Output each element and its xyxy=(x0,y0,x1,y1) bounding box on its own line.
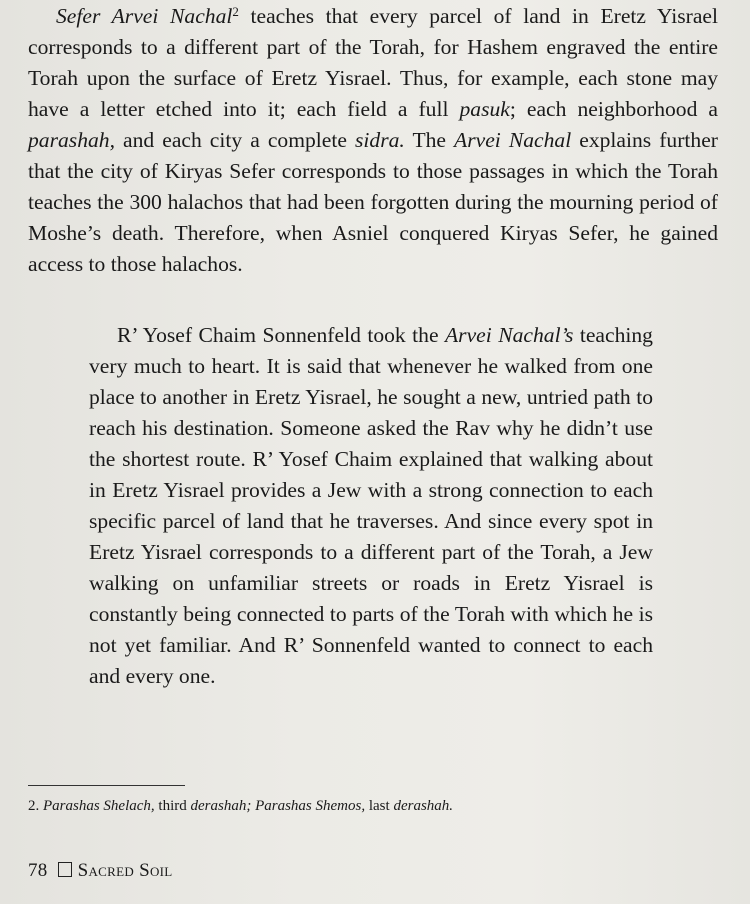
paragraph-sonnenfeld: R’ Yosef Chaim Sonnenfeld took the Arvei Nachal’s teaching very much to heart. It is said that whenever he walked from one place to another in Eretz Yisrael, he sought a new, untried path to reach his destination. Someone asked the Rav why he didn’t use the shortest route. R’ Yosef Chaim explained that walking about in Eretz Yisrael provides a Jew with a strong connection to each specific parcel of land that he traverses. And since every spot in Eretz Yisrael corresponds to a different part of the Torah, a Jew walking on unfamiliar streets or roads in Eretz Yisrael is constantly being connected to parts of the Torah with which he is not yet familiar. And R’ Sonnenfeld wanted to connect to each and every one. xyxy=(89,323,653,688)
footnote: 2. Parashas Shelach, third derashah; Parashas Shemos, last derashah. xyxy=(28,798,454,814)
square-bullet-icon xyxy=(58,862,72,877)
footnote-number: 2. xyxy=(28,798,40,814)
page-number: 78 xyxy=(28,860,48,881)
footnote-divider xyxy=(28,785,185,786)
running-title: Sacred Soil xyxy=(77,860,173,881)
footnote-reference: 2 xyxy=(232,3,239,19)
paragraph-arvei-nachal: Sefer Arvei Nachal$^2$ teaches that every parcel of land in Eretz Yisrael corresponds to a different part of the Torah, for Hashem engraved the entire Torah upon the surface of Eretz Yisrael. Thus, for example, each stone may have a letter etched into it; each field a full pasuk; each neighborhood a parashah, and each city a complete sidra. The Arvei Nachal explains further that the city of Kiryas Sefer corresponds to those passages in which the Torah teaches the 300 halachos that had been forgotten during the mourning period of Moshe’s death. Therefore, when Asniel conquered Kiryas Sefer, he gained access to those halachos. xyxy=(28,3,718,276)
sefer-title: Sefer Arvei Nachal xyxy=(56,4,233,28)
page-footer xyxy=(28,857,173,885)
